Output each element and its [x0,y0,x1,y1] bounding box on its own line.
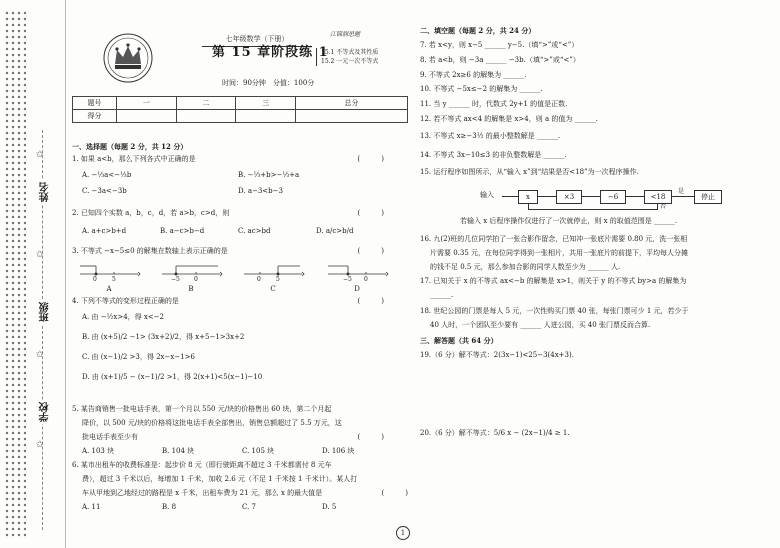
question-line: 费），超过 3 千米以后，每增加 1 千米，加收 2.6 元（不足 1 千米按 1 千米计）。某人打 [82,475,358,483]
flow-arrow [538,196,556,197]
number-line-options [78,262,398,293]
question-6 [72,460,408,512]
question-line: 15. 运行程序如图所示，从“输入 x”到“结果是否<18”为一次程序操作. [420,168,639,176]
score-col: 一 [117,97,177,110]
question-2 [72,208,408,236]
section-title: 二、填空题（每题 2 分，共 24 分） [420,26,536,35]
question-5 [72,404,408,456]
question-line: 6. 某市出租车的收费标准是：起步价 8 元（即行驶距离不超过 3 千米都需付 8 元车 [72,461,332,469]
topic-item: 15.2 一元一次不等式 [321,58,379,65]
answer-paren[interactable]: ( ) [357,155,384,163]
question-line[interactable]: ______. [430,291,454,299]
star-icon: ✩ [36,150,44,160]
star-icon: ✩ [36,250,44,260]
flow-no-label: 否 [660,203,667,210]
score-col: 总分 [296,97,408,110]
option-d: D. 106 块 [322,447,355,455]
option-a: A. 103 块 [82,447,115,455]
score-col: 二 [176,97,236,110]
tick-label: 5 [276,276,280,283]
option-c: C. ac>bd [238,227,271,235]
question-14[interactable]: 14. 不等式 3x−10≤3 的非负整数解是 ______. [420,151,567,159]
flow-box: ×3 [556,190,582,204]
flow-decision: <18 [644,190,672,204]
flow-loop-line [528,204,529,210]
flow-input-label: 输入 [480,191,494,199]
question-9[interactable]: 9. 不等式 2x≥6 的解集为 ______. [420,71,527,79]
flow-arrow [582,196,600,197]
tick-label: 0 [93,276,97,283]
question-stem: 1. 如果 a<b，那么下列各式中正确的是 [72,155,196,163]
number-line-a[interactable] [78,262,140,293]
option-d: D. 5 [322,503,337,511]
answer-paren[interactable]: ( ) [357,247,384,255]
option-c: C. 7 [242,503,257,511]
score-col: 三 [236,97,296,110]
star-icon: ✩ [36,440,44,450]
answer-paren[interactable]: ( ) [357,209,384,217]
question-16 [420,234,756,272]
section-title: 三、解答题（共 64 分） [420,336,498,345]
option-c: C. 105 块 [242,447,275,455]
question-line: 5. 某告商销售一批电话手表，第一个月以 550 元/块的价格售出 60 块，第二个月起 [72,405,332,413]
score-cell[interactable] [236,110,296,123]
number-line-b[interactable] [160,262,222,293]
star-icon: ✩ [36,350,44,360]
tick-label: 0 [257,276,261,283]
page-number: 1 [396,526,410,540]
question-1 [72,154,408,196]
left-column [72,0,408,548]
subject-label: 七年级数学（下册） [202,34,312,47]
number-line-c[interactable] [242,262,304,293]
question-8[interactable]: 8. 若 a<b，则 −3a ______ −3b.（填“>”或“<”） [420,56,580,64]
flow-arrow [502,196,518,197]
flow-yes-label: 是 [678,188,685,195]
question-stem: 3. 不等式 −x−5≤0 的解集在数轴上表示正确的是 [72,247,228,255]
score-col-label: 题号 [73,97,117,110]
tick-label: 0 [364,276,368,283]
question-line: 批电话手表至少有 [82,433,138,441]
option-a: A. −⅓a<−⅓b [82,171,132,179]
option-label: D [354,285,360,293]
option-d: D. a/c>b/d [316,227,354,235]
number-line-d[interactable] [326,262,388,293]
question-line: 降价，以 500 元/块的价格将这批电话手表全部售出，销售总额超过了 5.5 万元，这 [82,419,342,427]
topic-item: 15.1 不等式及其性质 [321,49,379,56]
question-13[interactable]: 13. 不等式 x≥−3½ 的最小整数解是 ______. [420,132,561,140]
answer-area[interactable] [420,442,760,522]
answer-paren[interactable]: ( ) [357,433,384,441]
score-cell[interactable] [117,110,177,123]
question-line[interactable]: 的钱不足 0.5 元，那么参加合影的同学人数至少为 ______ 人. [430,263,621,271]
option-d: D. 由 (x+1)/5 − (x−1)/2 >1，得 2(x+1)<5(x−1)−10 [82,373,263,381]
section-title: 一、选择题（每题 2 分，共 12 分） [72,142,188,151]
option-label: C [270,285,276,293]
option-label: B [188,285,194,293]
question-7[interactable]: 7. 若 x<y，则 x−5 ______ y−5.（填“>”或“<”） [420,41,579,49]
question-line: 17. 已知关于 x 的不等式 ax<−b 的解集是 x>1，则关于 y 的不等式 by>a 的解集为 [420,277,687,285]
program-flowchart [480,186,760,210]
flow-arrow [626,196,644,197]
question-3 [72,246,408,256]
question-line: 车从甲地到乙地经过的路程是 x 千米，出租车费为 21 元，那么 x 的最大值是 [82,489,323,497]
question-line: 16. 九(2)班的几位同学拍了一张合影作留念，已知冲一张底片需要 0.80 元，洗一张相 [420,235,688,243]
option-b: B. a−c>b−d [160,227,205,235]
score-row-label: 得分 [73,110,117,123]
option-b: B. 104 块 [162,447,195,455]
crown-logo-icon [102,32,154,84]
flow-box: −6 [600,190,626,204]
answer-paren[interactable]: ( ) [381,489,408,497]
school-field-label: 学校 [40,402,51,422]
question-4 [72,296,408,382]
score-table [72,96,408,123]
question-11[interactable]: 11. 当 y ______ 时，代数式 2y+1 的值是正数. [420,100,568,108]
answer-area[interactable] [420,364,760,424]
page-title: 第 15 章阶段练 1 [212,45,329,60]
time-score-meta: 时间：90分钟 分值：100分 [222,79,315,87]
question-line: 18. 世纪公园的门票是每人 5 元，一次性购买门票 40 张，每张门票可少 1 元，若少于 [420,307,689,315]
question-12[interactable]: 12. 若不等式 ax<4 的解集是 x>4，则 a 的值为 ______. [420,115,598,123]
option-a: A. 11 [82,503,101,511]
question-line: 片需要 0.35 元，在每位同学得到一张相片，共用一张底片的前提下，平均每人分摊 [430,249,689,257]
signature: 江锦润思题 [330,31,361,38]
question-20: 20.（6 分）解不等式：5/6 x − (2x−1)/4 ≥ 1. [420,429,570,437]
score-cell[interactable] [296,110,408,123]
question-17 [420,276,756,300]
topic-list [316,48,408,66]
binding-margin [0,0,66,548]
flow-box: x [518,190,538,204]
answer-paren[interactable]: ( ) [357,297,384,305]
flow-box: 停止 [694,190,722,204]
question-15 [420,167,756,177]
right-column [420,0,766,548]
score-cell[interactable] [176,110,236,123]
binding-dots [4,10,26,538]
name-field-label: 姓名 [40,182,51,202]
tick-label: −5 [171,276,180,283]
option-b: B. 8 [162,503,177,511]
option-label: A [106,285,112,293]
option-a: A. a+c>b+d [82,227,127,235]
question-line[interactable]: 40 人时，一个团队至少要有 ______ 人进公园，买 40 张门票反而合算. [430,321,651,329]
option-b: B. 由 (x+5)/2 −1> (3x+2)/2，得 x+5−1>3x+2 [82,333,245,341]
flow-loop-line [528,209,658,210]
question-stem: 2. 已知四个实数 a，b，c，d，若 a>b，c>d，则 [72,209,230,217]
option-c: C. −3a<−3b [82,187,127,195]
question-stem: 4. 下列不等式的变形过程正确的是 [72,297,179,305]
question-19: 19.（6 分）解不等式：2(3x−1)<25−3(4x+3). [420,351,574,359]
question-10[interactable]: 10. 不等式 −5x≤−2 的解集为 ______. [420,85,543,93]
question-15-answer[interactable]: 若输入 x 后程序操作仅进行了一次就停止，则 x 的取值范围是 ______. [460,217,678,225]
tick-label: 5 [112,276,116,283]
class-field-label: 班级 [40,302,51,322]
option-d: D. a−3<b−3 [238,187,283,195]
tick-label: 0 [194,276,198,283]
tick-label: −5 [343,276,352,283]
option-a: A. 由 −½x>4，得 x<−2 [82,313,165,321]
option-b: B. −⅓+b>−⅓+a [238,171,300,179]
question-18 [420,306,756,330]
option-c: C. 由 (x−1)/2 >3，得 2x−x−1>6 [82,353,195,361]
